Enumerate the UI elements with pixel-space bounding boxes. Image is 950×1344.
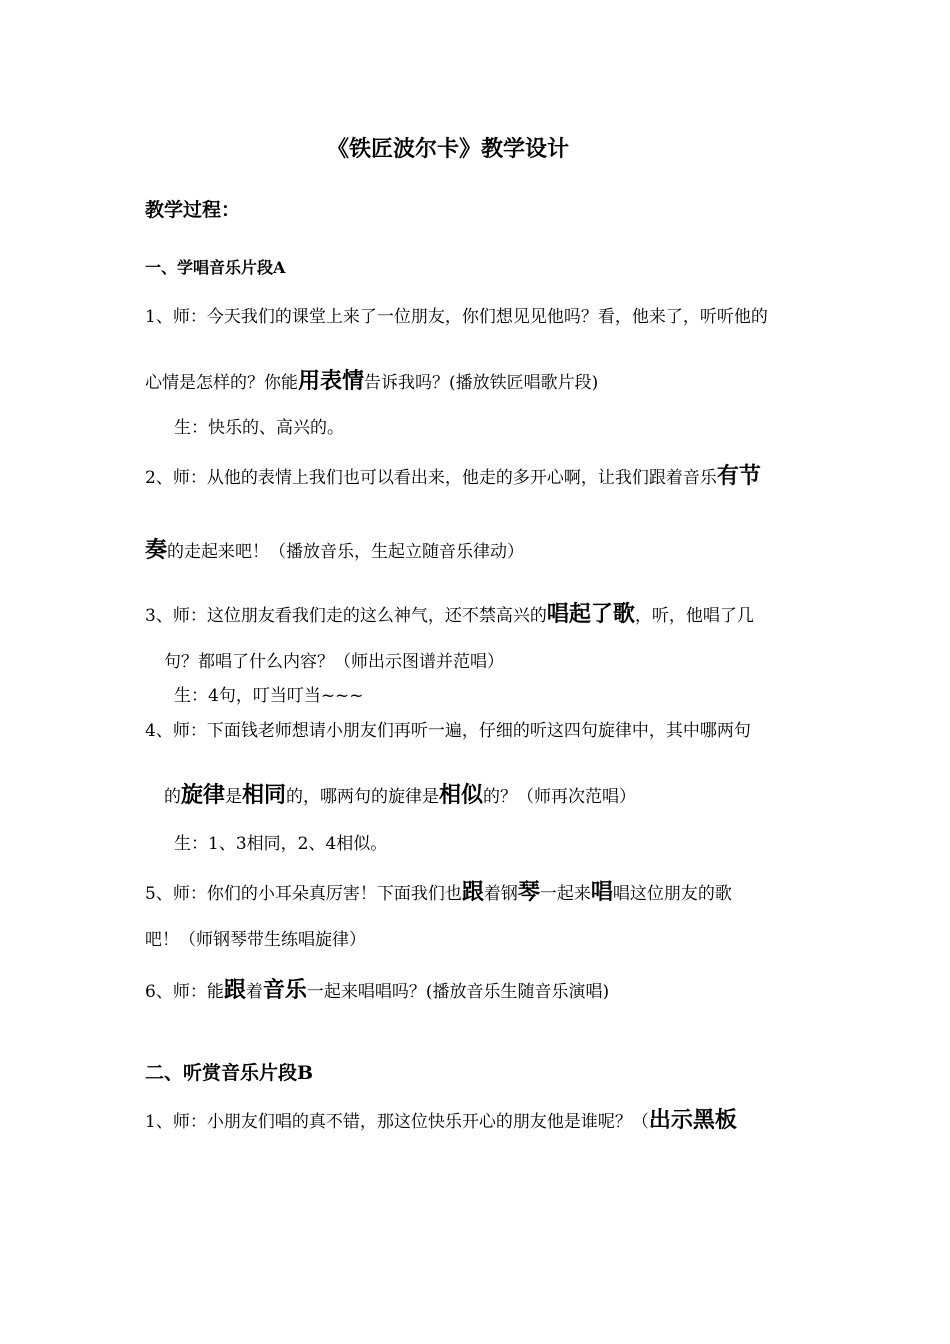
text: 的 bbox=[164, 787, 181, 807]
emphasis-text: 用表情 bbox=[298, 369, 365, 394]
section2-heading: 二、听赏音乐片段B bbox=[145, 1062, 314, 1084]
text: 的走起来吧！（播放音乐，生起立随音乐律动） bbox=[167, 542, 525, 562]
text: 1、师：小朋友们唱的真不错，那这位快乐开心的朋友他是谁呢？（ bbox=[145, 1112, 649, 1132]
student-answer-1: 生：快乐的、高兴的。 bbox=[174, 418, 344, 438]
text: 唱这位朋友的歌 bbox=[612, 884, 732, 904]
emphasis-text: 唱 bbox=[590, 880, 613, 905]
emphasis-text: 唱起了歌 bbox=[546, 602, 635, 627]
emphasis-text: 音乐 bbox=[262, 978, 307, 1003]
text: 的？（师再次范唱） bbox=[483, 787, 637, 807]
s1-p3-line1 bbox=[145, 604, 754, 626]
text: 2、师：从他的表情上我们也可以看出来，他走的多开心啊，让我们跟着音乐 bbox=[145, 468, 717, 488]
text: 着 bbox=[245, 982, 263, 1002]
text: 3、师：这位朋友看我们走的这么神气，还不禁高兴的 bbox=[145, 606, 547, 626]
s1-p5-line2: 吧！（师钢琴带生练唱旋律） bbox=[145, 930, 366, 950]
emphasis-text: 出示黑板 bbox=[648, 1108, 737, 1133]
s1-p4-line1: 4、师：下面钱老师想请小朋友们再听一遍，仔细的听这四句旋律中，其中哪两句 bbox=[145, 721, 751, 741]
document-title: 《铁匠波尔卡》教学设计 bbox=[327, 136, 570, 162]
emphasis-text: 跟 bbox=[223, 978, 246, 1003]
text: ，听，他唱了几 bbox=[634, 606, 754, 626]
section1-heading: 一、学唱音乐片段A bbox=[145, 258, 286, 277]
emphasis-text: 奏 bbox=[145, 538, 168, 563]
student-answer-4: 生：1、3相同，2、4相似。 bbox=[174, 834, 388, 854]
text: 5、师：你们的小耳朵真厉害！下面我们也 bbox=[145, 884, 462, 904]
text: 6、师：能 bbox=[145, 982, 224, 1002]
s1-p2-line1 bbox=[145, 466, 761, 488]
s1-p6 bbox=[145, 980, 609, 1002]
text: 告诉我吗？(播放铁匠唱歌片段) bbox=[364, 373, 599, 393]
emphasis-text: 有节 bbox=[716, 464, 761, 489]
s1-p4-line2 bbox=[164, 785, 636, 807]
text: 心情是怎样的？你能 bbox=[145, 373, 298, 393]
emphasis-text: 旋律 bbox=[181, 783, 226, 808]
s1-p3-line2: 句？都唱了什么内容？（师出示图谱并范唱） bbox=[164, 652, 504, 672]
emphasis-text: 相似 bbox=[439, 783, 484, 808]
text: 着钢 bbox=[483, 884, 518, 904]
emphasis-text: 相同 bbox=[242, 783, 287, 808]
s1-p1-line2 bbox=[145, 371, 598, 393]
emphasis-text: 琴 bbox=[517, 880, 540, 905]
s2-p1 bbox=[145, 1110, 737, 1132]
process-heading: 教学过程： bbox=[145, 199, 241, 221]
s1-p5-line1 bbox=[145, 882, 732, 904]
student-answer-3: 生：4句，叮当叮当~~~ bbox=[174, 686, 364, 706]
emphasis-text: 跟 bbox=[461, 880, 484, 905]
text: 的，哪两句的旋律是 bbox=[286, 787, 440, 807]
text: 一起来唱唱吗？(播放音乐生随音乐演唱) bbox=[306, 982, 610, 1002]
text: 是 bbox=[225, 787, 243, 807]
s1-p1-line1: 1、师：今天我们的课堂上来了一位朋友，你们想见见他吗？看，他来了，听听他的 bbox=[145, 307, 768, 327]
text: 一起来 bbox=[539, 884, 591, 904]
s1-p2-line2 bbox=[145, 540, 524, 562]
